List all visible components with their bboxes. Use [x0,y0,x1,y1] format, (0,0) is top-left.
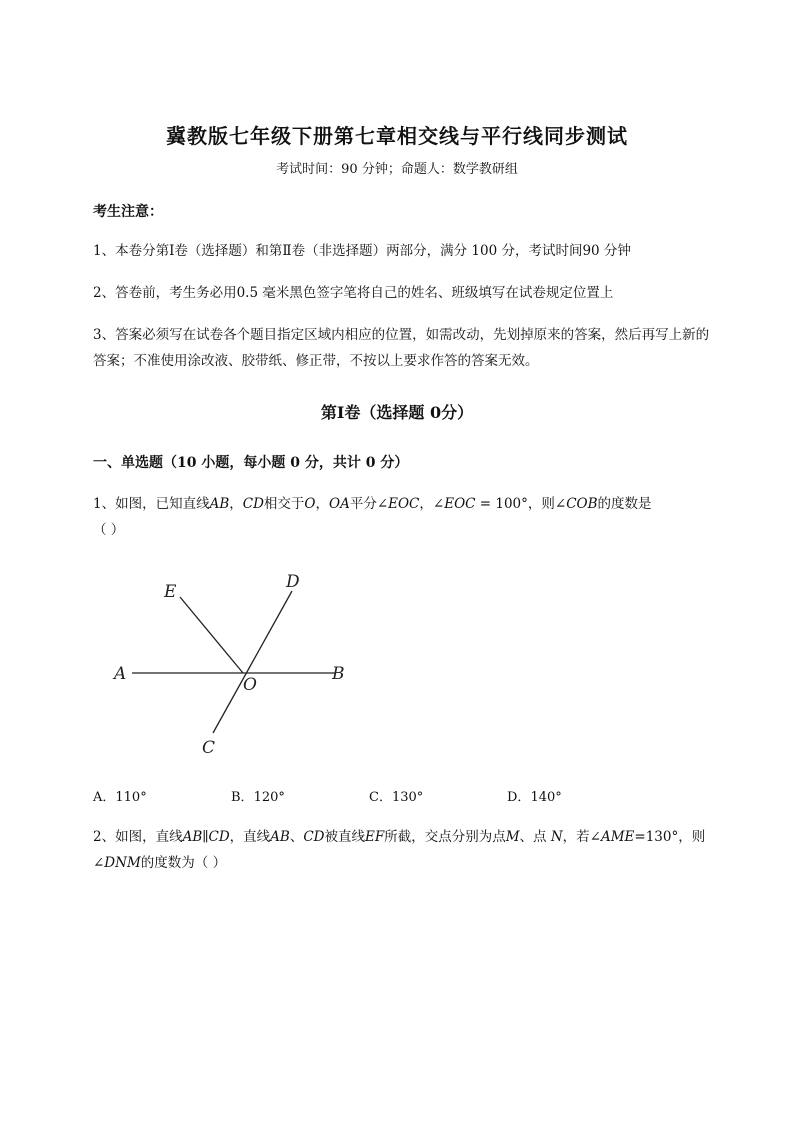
q2-math-ab: AB [270,829,290,845]
q2-text: 2、如图，直线 [93,829,183,845]
q2-text: 的度数为（ ） [140,855,227,871]
option-a[interactable] [93,786,147,805]
q2-math-ame: ∠AME [589,829,635,845]
q2-math-cd: CD [303,829,325,845]
option-key: B． [231,790,254,805]
option-value: 130° [391,790,424,805]
q2-text: 、点 [519,829,551,845]
q1-text: 的度数是 [597,496,652,512]
ray-oe [180,597,243,673]
label-a: A [114,664,127,684]
option-key: C． [369,790,392,805]
q1-math-eoc-value: ∠EOC [432,496,476,512]
q1-math-cob: ∠COB [554,496,598,512]
q2-text: =130°，则 [634,829,706,845]
q1-text: 相交于 [263,496,305,512]
q2-math-n: N [550,829,563,845]
q1-options [93,786,713,808]
page-subtitle: 考试时间：90 分钟；命题人：数学教研组 [276,162,518,177]
option-d[interactable] [507,786,562,805]
q1-math-oa: OA [329,496,350,512]
q1-text: 1、如图，已知直线 [93,496,210,512]
q1-figure [110,565,360,765]
notice-heading: 考生注意： [93,204,163,220]
section-title: 第Ⅰ卷（选择题 0分） [320,403,474,422]
q1-math-o: O [304,496,316,512]
q2-math-m: M [505,829,520,845]
option-c[interactable] [369,786,423,805]
question-2 [93,824,733,876]
notice-item-2: 2、答卷前，考生务必用0.5 毫米黑色签字笔将自己的姓名、班级填写在试卷规定位置上 [93,285,614,301]
q1-text: ， [315,496,329,512]
q1-text: ，则 [527,496,555,512]
option-value: 120° [253,790,285,805]
option-b[interactable] [231,786,285,805]
q2-text: ，直线 [229,829,271,845]
option-value: 110° [115,790,147,805]
q2-text: 、 [289,829,304,845]
q1-answer-parentheses: （ ） [93,522,125,538]
q1-math-eoc: ∠EOC [376,496,420,512]
q2-text: 所截，交点分别为点 [384,829,506,845]
q1-text: 平分 [349,496,377,512]
q2-text: 被直线 [324,829,365,845]
label-d: D [286,572,300,592]
q1-text: ， [229,496,243,512]
q1-text: ， [419,496,433,512]
q2-math-dnm: ∠DNM [93,855,141,871]
label-c: C [202,738,216,758]
label-e: E [164,582,177,602]
q1-text: = 100° [475,496,528,512]
q1-math-ab: AB [209,496,230,512]
option-key: A． [93,790,116,805]
q2-math-ef: EF [364,829,385,845]
label-b: B [332,664,345,684]
question-1 [93,491,733,543]
label-o: O [243,675,257,695]
q2-text: ，若 [562,829,590,845]
question-type-heading: 一、单选题（10 小题，每小题 0 分，共计 0 分） [93,455,409,471]
q2-math-ab-parallel-cd: AB∥CD [182,829,230,845]
notice-item-1: 1、本卷分第Ⅰ卷（选择题）和第Ⅱ卷（非选择题）两部分，满分 100 分，考试时间90 分钟 [93,243,631,259]
option-value: 140° [530,790,562,805]
line-cd [213,591,292,733]
q1-math-cd: CD [242,496,264,512]
page-title: 冀教版七年级下册第七章相交线与平行线同步测试 [166,124,628,148]
option-key: D． [507,790,531,805]
notice-item-3: 3、答案必须写在试卷各个题目指定区域内相应的位置，如需改动，先划掉原来的答案，然后再写上新的答案；不准使用涂改液、胶带纸、修正带，不按以上要求作答的答案无效。 [93,327,710,369]
